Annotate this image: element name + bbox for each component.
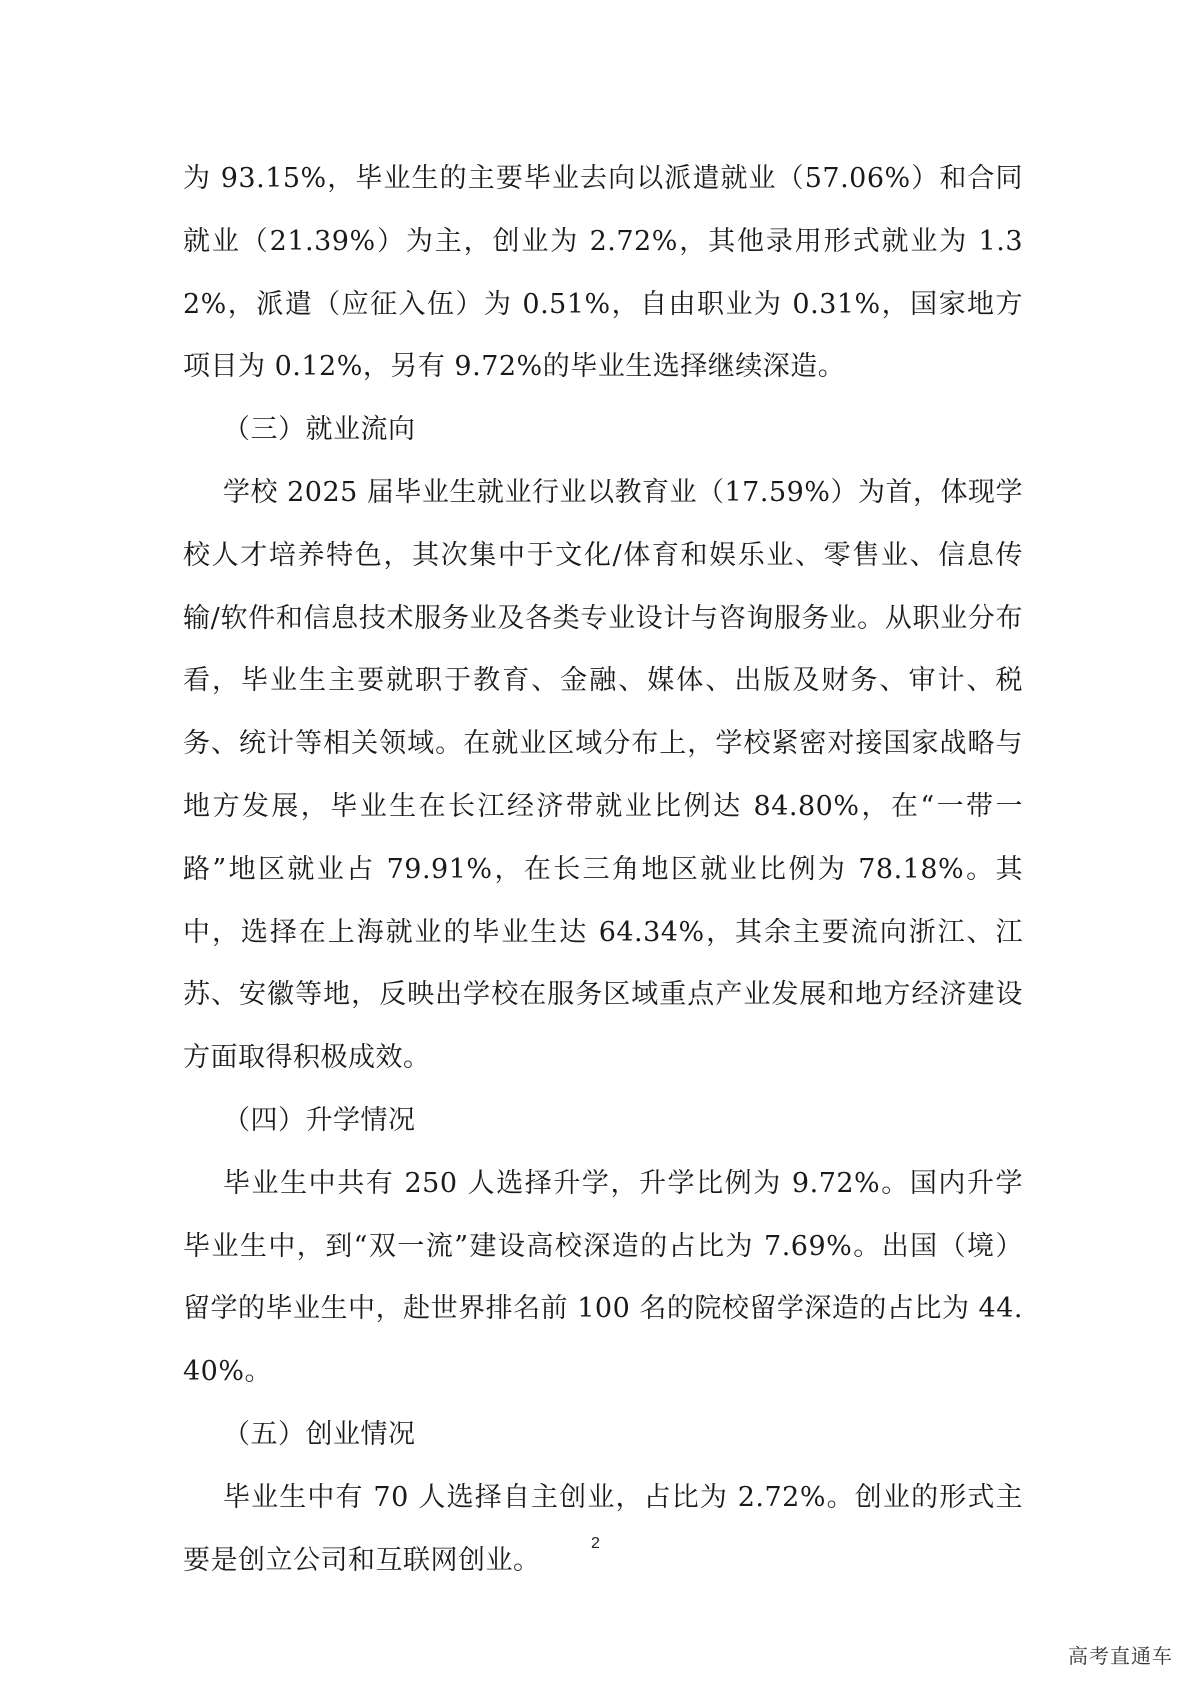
paragraph-employment-flow: 学校 2025 届毕业生就业行业以教育业（17.59%）为首，体现学校人才培养特色，其次集中于文化/体育和娱乐业、零售业、信息传输/软件和信息技术服务业及各类专业设计与咨询服务业。从职业分布看，毕业生主要就职于教育、金融、媒体、出版及财务、审计、税务、统计等相关领域。在就业区域分布上，学校紧密对接国家战略与地方发展，毕业生在长江经济带就业比例达 84.80%，在“一带一路”地区就业占 79.91%，在长三角地区就业比例为 78.18%。其中，选择在上海就业的毕业生达 64.34%，其余主要流向浙江、江苏、安徽等地，反映出学校在服务区域重点产业发展和地方经济建设方面取得积极成效。	[183, 476, 1023, 1074]
paragraph-employment-destinations: 为 93.15%，毕业生的主要毕业去向以派遣就业（57.06%）和合同就业（21.39%）为主，创业为 2.72%，其他录用形式就业为 1.32%，派遣（应征入伍）为 0.51%，自由职业为 0.31%，国家地方项目为 0.12%，另有 9.72%的毕业生选择继续深造。	[183, 163, 1023, 383]
document-body	[183, 148, 1023, 1592]
paragraph-entrepreneurship: 毕业生中有 70 人选择自主创业，占比为 2.72%。创业的形式主要是创立公司和互联网创业。	[183, 1481, 1023, 1576]
section-heading-further-study: （四）升学情况	[223, 1104, 416, 1136]
paragraph-further-study: 毕业生中共有 250 人选择升学，升学比例为 9.72%。国内升学毕业生中，到“双一流”建设高校深造的占比为 7.69%。出国（境）留学的毕业生中，赴世界排名前 100 名的院校留学深造的占比为 44.40%。	[183, 1167, 1023, 1388]
watermark-text: 高考直通车	[1068, 1644, 1173, 1668]
section-heading-entrepreneurship: （五）创业情况	[223, 1418, 416, 1450]
section-heading-employment-flow: （三）就业流向	[223, 414, 416, 446]
page-number: 2	[591, 1535, 600, 1552]
